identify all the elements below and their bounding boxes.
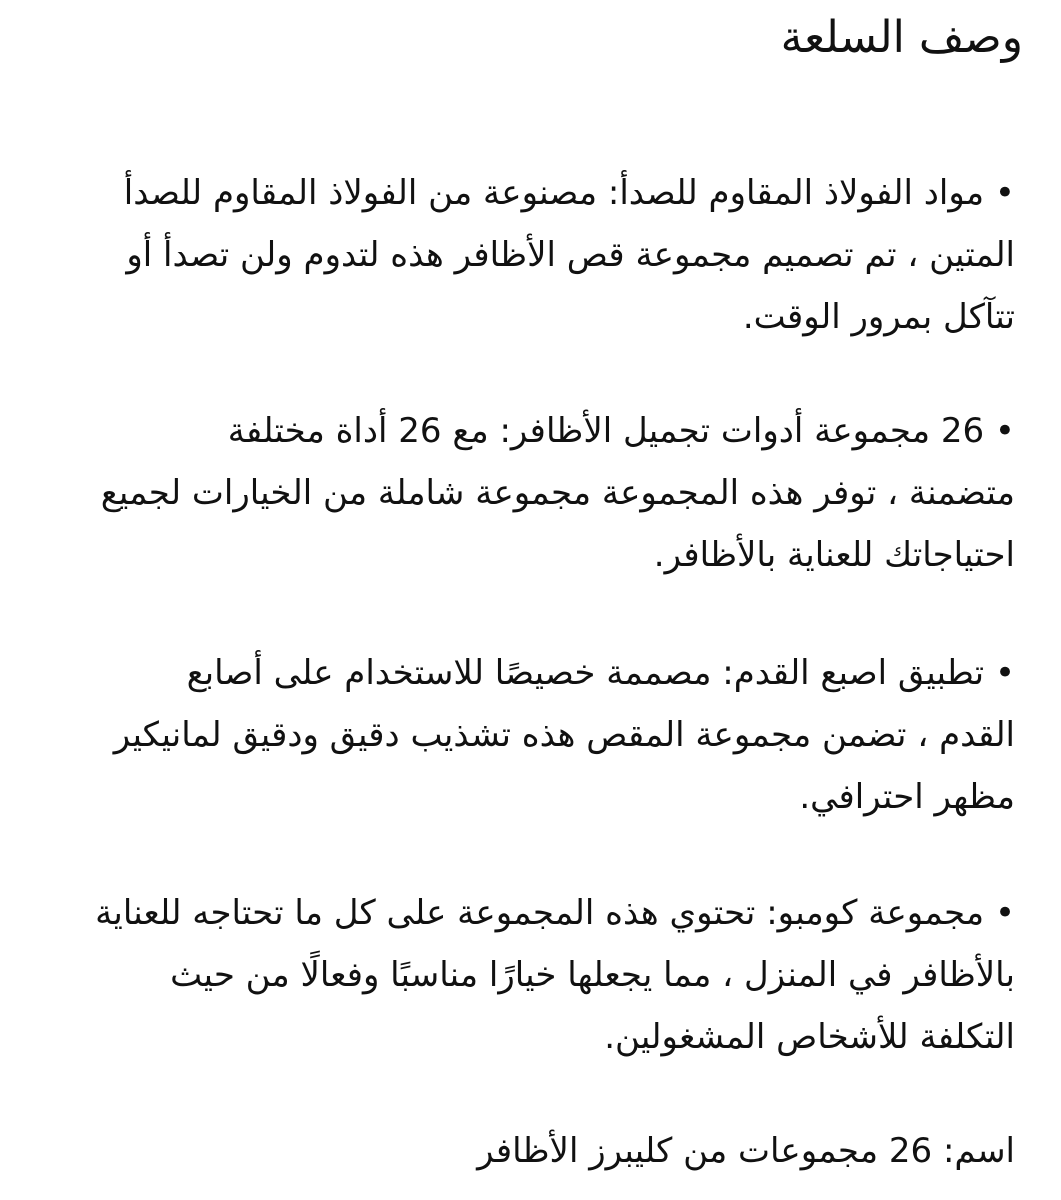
description-paragraph-combo-set: [95, 882, 1015, 1068]
description-paragraph-materials: [124, 162, 1015, 348]
product-name-line: اسم: 26 مجموعات من كليبرز الأظافر: [477, 1131, 1015, 1171]
description-paragraph-tool-set: [101, 400, 1015, 586]
paragraph-line: • تطبيق اصبع القدم: مصممة خصيصًا للاستخدام على أصابع: [186, 653, 1015, 693]
paragraph-line: مظهر احترافي.: [799, 777, 1015, 817]
paragraph-line: • 26 مجموعة أدوات تجميل الأظافر: مع 26 أداة مختلفة: [227, 411, 1015, 451]
page-title: وصف السلعة: [780, 12, 1023, 63]
paragraph-line: تتآكل بمرور الوقت.: [742, 297, 1015, 337]
paragraph-line: • مجموعة كومبو: تحتوي هذه المجموعة على كل ما تحتاجه للعناية: [95, 893, 1015, 933]
paragraph-line: احتياجاتك للعناية بالأظافر.: [653, 535, 1015, 575]
paragraph-line: بالأظافر في المنزل ، مما يجعلها خيارًا مناسبًا وفعالًا من حيث: [170, 955, 1015, 995]
paragraph-line: المتين ، تم تصميم مجموعة قص الأظافر هذه لتدوم ولن تصدأ أو: [126, 235, 1015, 275]
paragraph-line: القدم ، تضمن مجموعة المقص هذه تشذيب دقيق ودقيق لمانيكير: [113, 715, 1015, 755]
paragraph-line: متضمنة ، توفر هذه المجموعة مجموعة شاملة من الخيارات لجميع: [100, 473, 1015, 513]
paragraph-line: التكلفة للأشخاص المشغولين.: [604, 1017, 1015, 1057]
description-paragraph-toe-application: [114, 642, 1015, 828]
paragraph-line: • مواد الفولاذ المقاوم للصدأ: مصنوعة من الفولاذ المقاوم للصدأ: [123, 173, 1015, 213]
